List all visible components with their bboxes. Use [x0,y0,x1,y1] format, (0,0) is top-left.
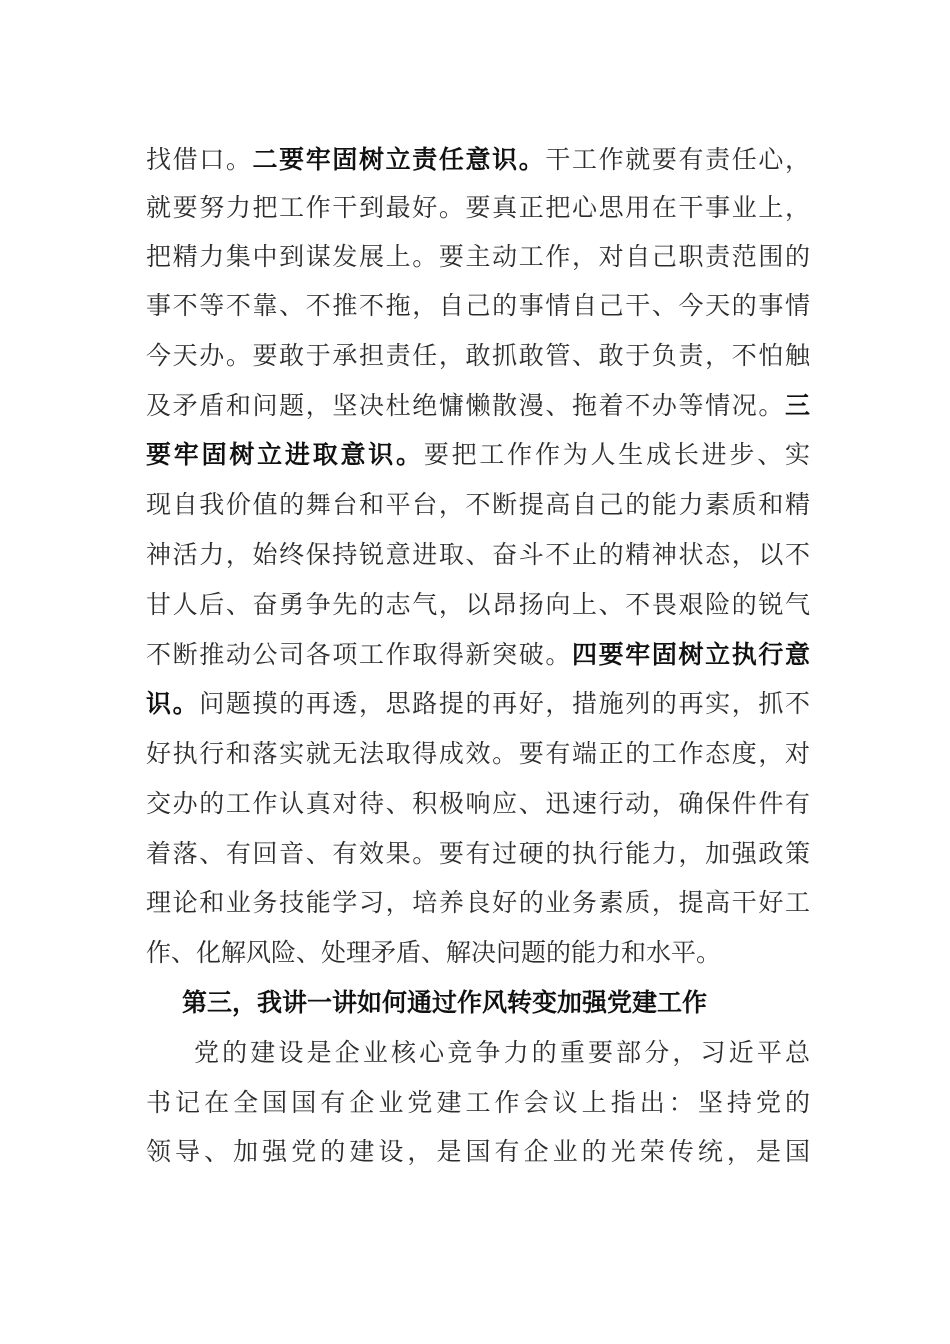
bold-heading-text: 识。 [146,689,200,718]
paragraph-line: 甘人后、奋勇争先的志气，以昂扬向上、不畏艰险的锐气 [146,590,810,619]
paragraph-line: 理论和业务技能学习，培养良好的业务素质，提高干好工 [146,888,810,917]
paragraph-line: 识。问题摸的再透，思路提的再好，措施列的再实，抓不 [146,689,810,718]
paragraph-line: 就要努力把工作干到最好。要真正把心思用在干事业上， [146,193,810,222]
bold-heading-text: 要牢固树立进取意识。 [146,440,424,469]
bold-heading-text: 四要牢固树立执行意 [571,640,810,669]
paragraph-line: 找借口。二要牢固树立责任意识。干工作就要有责任心， [146,145,810,174]
paragraph-line: 着落、有回音、有效果。要有过硬的执行能力，加强政策 [146,839,810,868]
paragraph-line: 好执行和落实就无法取得成效。要有端正的工作态度，对 [146,739,810,768]
paragraph-line: 把精力集中到谋发展上。要主动工作，对自己职责范围的 [146,242,810,271]
section-heading: 第三，我讲一讲如何通过作风转变加强党建工作 [182,988,708,1017]
paragraph-line: 书记在全国国有企业党建工作会议上指出：坚持党的 [146,1088,810,1117]
bold-heading-text: 二要牢固树立责任意识。 [252,145,546,174]
paragraph-line: 领导、加强党的建设，是国有企业的光荣传统，是国 [146,1137,810,1166]
bold-heading-text: 三 [784,391,810,420]
paragraph-line: 不断推动公司各项工作取得新突破。四要牢固树立执行意 [146,640,810,669]
paragraph-line: 及矛盾和问题，坚决杜绝慵懒散漫、拖着不办等情况。三 [146,391,810,420]
paragraph-line: 现自我价值的舞台和平台，不断提高自己的能力素质和精 [146,490,810,519]
paragraph-line: 事不等不靠、不推不拖，自己的事情自己干、今天的事情 [146,291,810,320]
paragraph-line: 今天办。要敢于承担责任，敢抓敢管、敢于负责，不怕触 [146,341,810,370]
paragraph-line: 交办的工作认真对待、积极响应、迅速行动，确保件件有 [146,789,810,818]
paragraph-line: 要牢固树立进取意识。要把工作作为人生成长进步、实 [146,440,810,469]
paragraph-line: 党的建设是企业核心竞争力的重要部分，习近平总 [194,1038,810,1067]
paragraph-line: 神活力，始终保持锐意进取、奋斗不止的精神状态，以不 [146,540,810,569]
paragraph-line: 作、化解风险、处理矛盾、解决问题的能力和水平。 [146,938,722,967]
